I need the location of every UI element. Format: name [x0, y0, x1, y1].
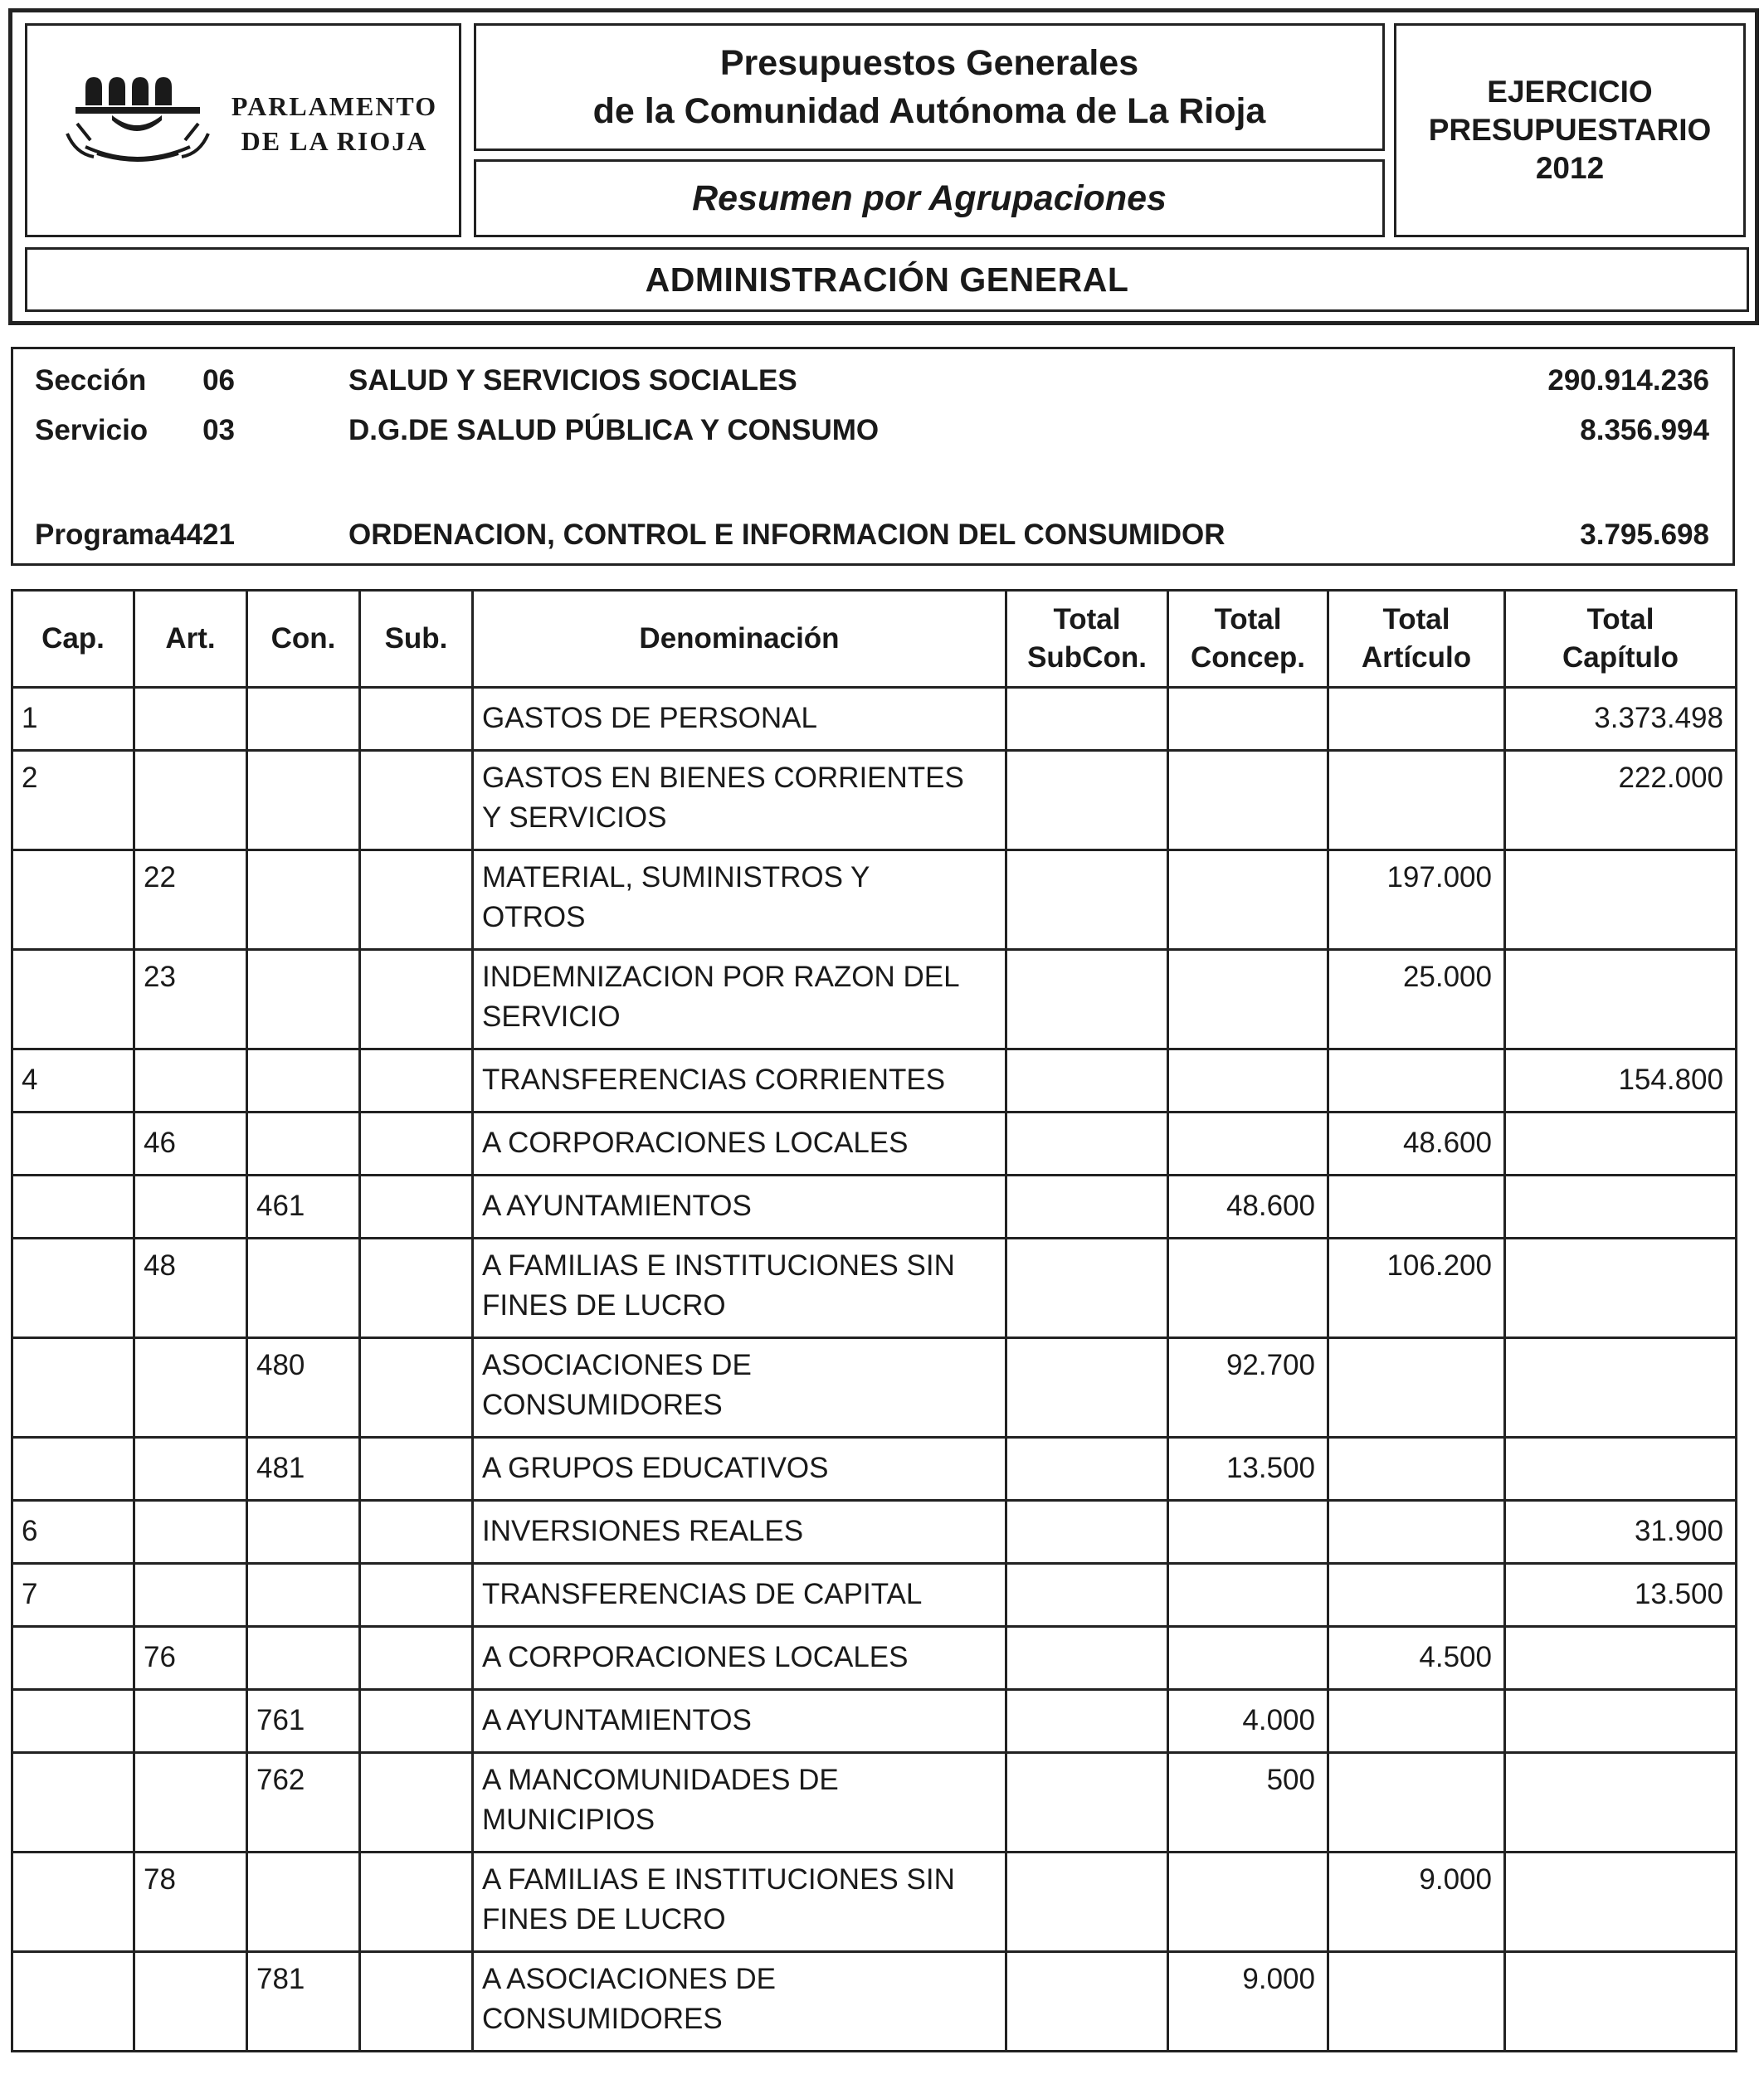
- total-capitulo-cell: [1505, 1753, 1737, 1853]
- table-row: [12, 850, 1737, 950]
- cap-cell: [12, 1690, 134, 1753]
- total-concep-cell: [1168, 1239, 1328, 1338]
- table-row: [12, 751, 1737, 850]
- table-row: [12, 1438, 1737, 1501]
- cap-cell: [12, 1338, 134, 1438]
- denominacion-line1: A AYUNTAMIENTOS: [482, 1704, 752, 1736]
- con-cell: 762: [247, 1753, 360, 1853]
- denominacion-cell: [473, 1564, 1006, 1627]
- table-body: [12, 688, 1737, 2052]
- con-cell: [247, 1501, 360, 1564]
- art-cell: [134, 751, 247, 850]
- header-total-articulo-l1: Total: [1382, 603, 1450, 635]
- con-cell: [247, 1564, 360, 1627]
- art-cell: [134, 1338, 247, 1438]
- cap-cell: [12, 1853, 134, 1952]
- total-concep-cell: 13.500: [1168, 1438, 1328, 1501]
- total-articulo-cell: [1328, 688, 1505, 751]
- total-concep-cell: [1168, 1113, 1328, 1176]
- table-row: [12, 1113, 1737, 1176]
- con-cell: 461: [247, 1176, 360, 1239]
- art-cell: [134, 1952, 247, 2052]
- total-articulo-cell: 197.000: [1328, 850, 1505, 950]
- con-cell: [247, 1049, 360, 1113]
- total-capitulo-cell: [1505, 1690, 1737, 1753]
- total-subcon-cell: [1006, 1753, 1168, 1853]
- admin-title: ADMINISTRACIÓN GENERAL: [645, 260, 1129, 299]
- denominacion-line1: A ASOCIACIONES DE: [482, 1963, 776, 1995]
- cap-cell: [12, 1952, 134, 2052]
- total-subcon-cell: [1006, 1690, 1168, 1753]
- header-total-articulo: [1328, 591, 1505, 688]
- seccion-label: Sección: [35, 364, 147, 397]
- servicio-name: D.G.DE SALUD PÚBLICA Y CONSUMO: [348, 414, 880, 446]
- total-articulo-cell: 106.200: [1328, 1239, 1505, 1338]
- total-articulo-cell: [1328, 751, 1505, 850]
- page-title-line2: de la Comunidad Autónoma de La Rioja: [592, 91, 1266, 131]
- total-subcon-cell: [1006, 950, 1168, 1049]
- servicio-row: [13, 409, 1732, 452]
- servicio-label: Servicio: [35, 414, 149, 446]
- cap-cell: [12, 850, 134, 950]
- total-capitulo-cell: [1505, 1627, 1737, 1690]
- cap-cell: [12, 1753, 134, 1853]
- denominacion-line1: A MANCOMUNIDADES DE: [482, 1764, 839, 1796]
- total-subcon-cell: [1006, 1627, 1168, 1690]
- sub-cell: [360, 1952, 473, 2052]
- table-row: [12, 1338, 1737, 1438]
- section-info-box: [11, 347, 1735, 566]
- denominacion-cell: [473, 1627, 1006, 1690]
- table-row: [12, 1753, 1737, 1853]
- art-cell: 46: [134, 1113, 247, 1176]
- denominacion-cell: [473, 1338, 1006, 1438]
- denominacion-cell: [473, 1501, 1006, 1564]
- table-row: [12, 1952, 1737, 2052]
- art-cell: 22: [134, 850, 247, 950]
- sub-cell: [360, 1690, 473, 1753]
- denominacion-cell: [473, 950, 1006, 1049]
- servicio-code: 03: [202, 414, 235, 446]
- header-total-capitulo: [1505, 591, 1737, 688]
- cap-cell: [12, 1627, 134, 1690]
- seccion-name: SALUD Y SERVICIOS SOCIALES: [348, 364, 797, 397]
- seccion-amount: 290.914.236: [1547, 364, 1709, 397]
- total-subcon-cell: [1006, 1049, 1168, 1113]
- total-concep-cell: [1168, 1049, 1328, 1113]
- denominacion-line1: A CORPORACIONES LOCALES: [482, 1127, 909, 1159]
- presupuestario-label: PRESUPUESTARIO: [1428, 113, 1712, 147]
- denominacion-line1: INDEMNIZACION POR RAZON DEL: [482, 961, 960, 993]
- total-subcon-cell: [1006, 1501, 1168, 1564]
- admin-box: [25, 247, 1749, 312]
- budget-table: [11, 589, 1737, 2052]
- con-cell: 761: [247, 1690, 360, 1753]
- seccion-row: [13, 359, 1732, 402]
- total-subcon-cell: [1006, 1338, 1168, 1438]
- total-capitulo-cell: 154.800: [1505, 1049, 1737, 1113]
- total-capitulo-cell: [1505, 1853, 1737, 1952]
- header-total-subcon-l2: SubCon.: [1027, 641, 1147, 674]
- total-concep-cell: [1168, 950, 1328, 1049]
- art-cell: [134, 1564, 247, 1627]
- sub-cell: [360, 1176, 473, 1239]
- header-total-capitulo-l1: Total: [1586, 603, 1654, 635]
- table-row: [12, 688, 1737, 751]
- denominacion-cell: [473, 1049, 1006, 1113]
- denominacion-cell: [473, 1113, 1006, 1176]
- total-articulo-cell: 9.000: [1328, 1853, 1505, 1952]
- table-header-row: [12, 591, 1737, 688]
- table-row: [12, 950, 1737, 1049]
- sub-cell: [360, 1049, 473, 1113]
- total-capitulo-cell: [1505, 1176, 1737, 1239]
- denominacion-line1: A AYUNTAMIENTOS: [482, 1190, 752, 1222]
- sub-cell: [360, 950, 473, 1049]
- total-articulo-cell: [1328, 1438, 1505, 1501]
- header-total-concep: [1168, 591, 1328, 688]
- header-total-subcon-l1: Total: [1053, 603, 1121, 635]
- total-subcon-cell: [1006, 1113, 1168, 1176]
- header-con: Con.: [247, 591, 360, 688]
- header-denominacion: Denominación: [473, 591, 1006, 688]
- header-art: Art.: [134, 591, 247, 688]
- header-total-concep-l2: Concep.: [1190, 641, 1306, 674]
- denominacion-cell: [473, 751, 1006, 850]
- art-cell: [134, 1176, 247, 1239]
- art-cell: 48: [134, 1239, 247, 1338]
- total-capitulo-cell: [1505, 850, 1737, 950]
- subtitle-box: [474, 159, 1385, 237]
- denominacion-line1: A GRUPOS EDUCATIVOS: [482, 1452, 829, 1484]
- denominacion-line2: CONSUMIDORES: [482, 1389, 723, 1421]
- table-row: [12, 1239, 1737, 1338]
- total-capitulo-cell: [1505, 1438, 1737, 1501]
- seccion-code: 06: [202, 364, 235, 397]
- denominacion-cell: [473, 1753, 1006, 1853]
- total-capitulo-cell: [1505, 1113, 1737, 1176]
- denominacion-line1: GASTOS EN BIENES CORRIENTES: [482, 762, 964, 794]
- parliament-emblem-icon: [61, 71, 218, 170]
- denominacion-line1: A FAMILIAS E INSTITUCIONES SIN: [482, 1863, 955, 1896]
- con-cell: [247, 1853, 360, 1952]
- total-articulo-cell: [1328, 1049, 1505, 1113]
- denominacion-cell: [473, 1176, 1006, 1239]
- total-articulo-cell: 25.000: [1328, 950, 1505, 1049]
- art-cell: [134, 1049, 247, 1113]
- total-concep-cell: [1168, 1501, 1328, 1564]
- total-subcon-cell: [1006, 1239, 1168, 1338]
- denominacion-line1: ASOCIACIONES DE: [482, 1349, 752, 1381]
- header-cap: Cap.: [12, 591, 134, 688]
- art-cell: [134, 1690, 247, 1753]
- total-capitulo-cell: [1505, 950, 1737, 1049]
- total-subcon-cell: [1006, 1564, 1168, 1627]
- art-cell: 78: [134, 1853, 247, 1952]
- programa-code: 4421: [170, 519, 235, 551]
- total-subcon-cell: [1006, 751, 1168, 850]
- denominacion-line2: Y SERVICIOS: [482, 801, 667, 834]
- page-subtitle: Resumen por Agrupaciones: [692, 178, 1167, 218]
- title-box: [474, 23, 1385, 151]
- total-articulo-cell: [1328, 1690, 1505, 1753]
- cap-cell: [12, 1176, 134, 1239]
- total-articulo-cell: 4.500: [1328, 1627, 1505, 1690]
- sub-cell: [360, 1853, 473, 1952]
- denominacion-line1: GASTOS DE PERSONAL: [482, 702, 817, 734]
- sub-cell: [360, 688, 473, 751]
- con-cell: [247, 751, 360, 850]
- total-subcon-cell: [1006, 1438, 1168, 1501]
- total-concep-cell: [1168, 1853, 1328, 1952]
- total-articulo-cell: [1328, 1501, 1505, 1564]
- total-subcon-cell: [1006, 688, 1168, 751]
- denominacion-line1: A CORPORACIONES LOCALES: [482, 1641, 909, 1673]
- art-cell: [134, 1438, 247, 1501]
- art-cell: [134, 1753, 247, 1853]
- cap-cell: [12, 1113, 134, 1176]
- sub-cell: [360, 850, 473, 950]
- cap-cell: 4: [12, 1049, 134, 1113]
- total-capitulo-cell: [1505, 1239, 1737, 1338]
- ejercicio-year: 2012: [1535, 151, 1605, 185]
- total-capitulo-cell: [1505, 1952, 1737, 2052]
- total-articulo-cell: [1328, 1564, 1505, 1627]
- sub-cell: [360, 1501, 473, 1564]
- ejercicio-box: [1394, 23, 1746, 237]
- header-total-articulo-l2: Artículo: [1361, 641, 1472, 674]
- cap-cell: 2: [12, 751, 134, 850]
- total-capitulo-cell: 13.500: [1505, 1564, 1737, 1627]
- con-cell: [247, 850, 360, 950]
- sub-cell: [360, 1753, 473, 1853]
- total-articulo-cell: 48.600: [1328, 1113, 1505, 1176]
- denominacion-line2: MUNICIPIOS: [482, 1804, 655, 1836]
- denominacion-line2: OTROS: [482, 901, 586, 933]
- logo-text-line1: PARLAMENTO: [231, 91, 438, 121]
- programa-label: Programa: [35, 519, 171, 551]
- ejercicio-label: EJERCICIO: [1487, 75, 1653, 109]
- denominacion-cell: [473, 1239, 1006, 1338]
- total-subcon-cell: [1006, 1952, 1168, 2052]
- total-concep-cell: [1168, 850, 1328, 950]
- sub-cell: [360, 1113, 473, 1176]
- total-subcon-cell: [1006, 850, 1168, 950]
- total-concep-cell: [1168, 1627, 1328, 1690]
- table-row: [12, 1564, 1737, 1627]
- header-total-capitulo-l2: Capítulo: [1562, 641, 1679, 674]
- total-articulo-cell: [1328, 1176, 1505, 1239]
- denominacion-cell: [473, 1690, 1006, 1753]
- con-cell: [247, 1627, 360, 1690]
- con-cell: 480: [247, 1338, 360, 1438]
- logo-box: [25, 23, 461, 237]
- cap-cell: [12, 1438, 134, 1501]
- art-cell: [134, 1501, 247, 1564]
- denominacion-cell: [473, 1438, 1006, 1501]
- total-capitulo-cell: 3.373.498: [1505, 688, 1737, 751]
- denominacion-cell: [473, 1952, 1006, 2052]
- programa-name: ORDENACION, CONTROL E INFORMACION DEL CONSUMIDOR: [348, 519, 1226, 551]
- total-capitulo-cell: [1505, 1338, 1737, 1438]
- total-subcon-cell: [1006, 1853, 1168, 1952]
- total-concep-cell: [1168, 688, 1328, 751]
- total-articulo-cell: [1328, 1952, 1505, 2052]
- table-row: [12, 1501, 1737, 1564]
- logo-text: [210, 89, 459, 158]
- denominacion-line1: MATERIAL, SUMINISTROS Y: [482, 861, 870, 893]
- denominacion-line2: FINES DE LUCRO: [482, 1903, 726, 1935]
- header-total-subcon: [1006, 591, 1168, 688]
- con-cell: 781: [247, 1952, 360, 2052]
- table-row: [12, 1853, 1737, 1952]
- total-concep-cell: [1168, 1564, 1328, 1627]
- total-concep-cell: 4.000: [1168, 1690, 1328, 1753]
- total-subcon-cell: [1006, 1176, 1168, 1239]
- cap-cell: 1: [12, 688, 134, 751]
- art-cell: 76: [134, 1627, 247, 1690]
- denominacion-line1: INVERSIONES REALES: [482, 1515, 804, 1547]
- art-cell: 23: [134, 950, 247, 1049]
- table-row: [12, 1049, 1737, 1113]
- cap-cell: 7: [12, 1564, 134, 1627]
- sub-cell: [360, 1338, 473, 1438]
- header-total-concep-l1: Total: [1214, 603, 1282, 635]
- total-articulo-cell: [1328, 1338, 1505, 1438]
- denominacion-line1: TRANSFERENCIAS CORRIENTES: [482, 1064, 946, 1096]
- total-concep-cell: 500: [1168, 1753, 1328, 1853]
- programa-row: [13, 514, 1732, 557]
- sub-cell: [360, 1438, 473, 1501]
- page-title-line1: Presupuestos Generales: [719, 43, 1139, 83]
- servicio-amount: 8.356.994: [1580, 414, 1709, 446]
- table-row: [12, 1627, 1737, 1690]
- total-concep-cell: [1168, 751, 1328, 850]
- programa-amount: 3.795.698: [1580, 519, 1709, 551]
- cap-cell: 6: [12, 1501, 134, 1564]
- denominacion-cell: [473, 1853, 1006, 1952]
- denominacion-line2: CONSUMIDORES: [482, 2003, 723, 2035]
- sub-cell: [360, 1239, 473, 1338]
- con-cell: 481: [247, 1438, 360, 1501]
- total-concep-cell: 92.700: [1168, 1338, 1328, 1438]
- table-row: [12, 1690, 1737, 1753]
- art-cell: [134, 688, 247, 751]
- sub-cell: [360, 751, 473, 850]
- total-concep-cell: 48.600: [1168, 1176, 1328, 1239]
- con-cell: [247, 1113, 360, 1176]
- cap-cell: [12, 950, 134, 1049]
- denominacion-cell: [473, 850, 1006, 950]
- con-cell: [247, 1239, 360, 1338]
- total-concep-cell: 9.000: [1168, 1952, 1328, 2052]
- denominacion-line2: SERVICIO: [482, 1001, 621, 1033]
- denominacion-line1: A FAMILIAS E INSTITUCIONES SIN: [482, 1249, 955, 1282]
- con-cell: [247, 688, 360, 751]
- total-capitulo-cell: 222.000: [1505, 751, 1737, 850]
- table-row: [12, 1176, 1737, 1239]
- header-sub: Sub.: [360, 591, 473, 688]
- con-cell: [247, 950, 360, 1049]
- total-capitulo-cell: 31.900: [1505, 1501, 1737, 1564]
- cap-cell: [12, 1239, 134, 1338]
- logo-text-line2: DE LA RIOJA: [241, 126, 428, 156]
- sub-cell: [360, 1627, 473, 1690]
- denominacion-cell: [473, 688, 1006, 751]
- denominacion-line2: FINES DE LUCRO: [482, 1289, 726, 1322]
- denominacion-line1: TRANSFERENCIAS DE CAPITAL: [482, 1578, 923, 1610]
- sub-cell: [360, 1564, 473, 1627]
- total-articulo-cell: [1328, 1753, 1505, 1853]
